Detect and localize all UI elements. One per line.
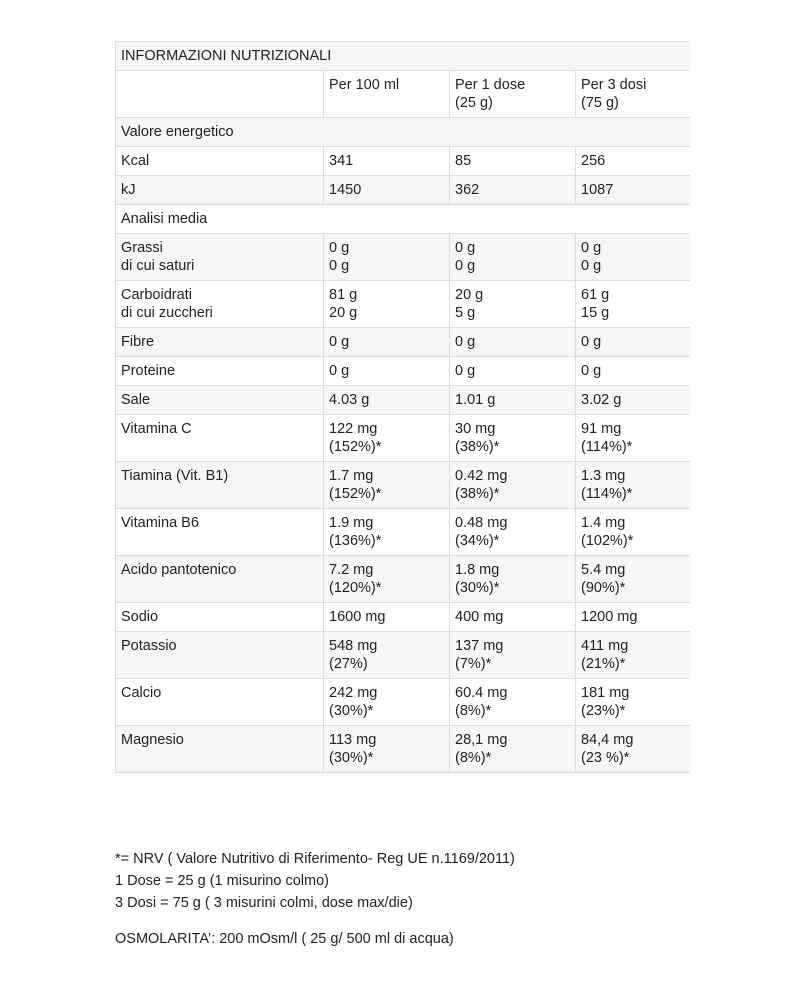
footnote-three-doses: 3 Dosi = 75 g ( 3 misurini colmi, dose max/die) [115,895,413,911]
nutrient-value-cell [450,415,576,462]
nutrient-value: 5.4 mg [581,562,626,578]
nutrient-value: 0 g [329,334,350,350]
table-row [116,147,690,176]
table-row [116,462,690,509]
table-title: INFORMAZIONI NUTRIZIONALI [116,42,690,71]
nutrient-value-cell [450,147,576,176]
nutrient-value: 84,4 mg [581,732,634,748]
nutrient-value-cell [324,176,450,205]
nutrient-value: 4.03 g [329,392,370,408]
nutrient-value: 20 g [329,305,358,321]
nutrient-value-cell [576,726,690,773]
nutrient-value: 60.4 mg [455,685,508,701]
nutrient-value: 0 g [455,334,476,350]
footnote-spacer [115,914,515,928]
section-heading: Analisi media [116,205,690,234]
nutrient-value-cell [324,328,450,357]
table-row [116,726,690,773]
nutrient-value-cell [324,357,450,386]
table-row [116,281,690,328]
nutrient-label [116,281,324,328]
nutrient-value-cell [324,234,450,281]
nutrient-value: 0.42 mg [455,468,508,484]
nutrient-value-cell [324,281,450,328]
nutrient-label [116,462,324,509]
nutrient-value-cell [450,386,576,415]
nutrient-label-line: Sale [121,392,151,408]
nutrient-value: 5 g [455,305,476,321]
nutrient-value: (152%)* [329,486,382,502]
table-row [116,176,690,205]
nutrient-value-cell [450,509,576,556]
nutrient-label [116,386,324,415]
nutrient-value: 181 mg [581,685,630,701]
nutrient-value: (8%)* [455,750,492,766]
nutrient-label-line: Acido pantotenico [121,562,237,578]
nutrient-label [116,147,324,176]
nutrient-label [116,679,324,726]
nutrient-value-cell [450,234,576,281]
nutrient-value-cell [576,509,690,556]
nutrient-label-line: Kcal [121,153,150,169]
nutrient-value: 0 g [329,363,350,379]
nutrient-value: 137 mg [455,638,504,654]
table-row [116,679,690,726]
footnote-osmolarity: OSMOLARITA’: 200 mOsm/l ( 25 g/ 500 ml di acqua) [115,931,454,947]
nutrient-value-cell [324,556,450,603]
nutrient-value: 1.7 mg [329,468,374,484]
nutrient-label-line: Sodio [121,609,159,625]
nutrient-value: (30%)* [329,750,374,766]
nutrition-table [115,41,690,773]
nutrient-label-line: Grassi [121,240,163,256]
nutrient-value: 20 g [455,287,484,303]
nutrient-value-cell [450,328,576,357]
footnote-one-dose: 1 Dose = 25 g (1 misurino colmo) [115,873,329,889]
section-row [116,118,690,147]
nutrient-value: 7.2 mg [329,562,374,578]
nutrient-value-cell [324,603,450,632]
nutrient-label-line: Fibre [121,334,155,350]
nutrient-value-cell [324,415,450,462]
nutrient-label [116,415,324,462]
nutrient-value: (114%)* [581,439,633,455]
table-row [116,632,690,679]
nutrient-value-cell [576,632,690,679]
nutrient-value: (21%)* [581,656,626,672]
nutrient-value: 1.01 g [455,392,496,408]
nutrient-value: 85 [455,153,472,169]
nutrient-label [116,328,324,357]
nutrient-value: (23%)* [581,703,626,719]
table-row [116,234,690,281]
nutrient-value: 256 [581,153,606,169]
nutrient-value: 113 mg [329,732,377,748]
nutrient-value: 1450 [329,182,362,198]
nutrient-value: 242 mg [329,685,378,701]
nutrient-value: 0 g [455,363,476,379]
nutrient-value: 0 g [455,240,476,256]
nutrient-value: 30 mg [455,421,496,437]
table-row [116,556,690,603]
table-row [116,415,690,462]
nutrient-value: (102%)* [581,533,634,549]
nutrient-value: 3.02 g [581,392,622,408]
nutrient-value: (38%)* [455,486,500,502]
nutrient-value-cell [576,328,690,357]
nutrient-label [116,556,324,603]
nutrient-value: 61 g [581,287,610,303]
nutrient-value-cell [450,726,576,773]
header-empty-cell [116,71,324,118]
footnotes [115,848,515,950]
nutrient-value-cell [576,603,690,632]
nutrient-value: 0 g [581,240,602,256]
nutrient-label-line: Tiamina (Vit. B1) [121,468,229,484]
nutrient-value-cell [576,147,690,176]
nutrient-value: (34%)* [455,533,500,549]
nutrient-value: (27%) [329,656,368,672]
nutrient-label [116,176,324,205]
nutrient-value: 400 mg [455,609,504,625]
nutrient-label-line: Vitamina C [121,421,192,437]
section-row [116,205,690,234]
nutrient-value: 1200 mg [581,609,638,625]
section-heading: Valore energetico [116,118,690,147]
nutrient-value-cell [576,556,690,603]
table-row [116,357,690,386]
nutrient-value-cell [576,357,690,386]
table-row [116,328,690,357]
nutrient-label-line: di cui zuccheri [121,305,213,321]
nutrient-value: 1.8 mg [455,562,500,578]
nutrient-value-cell [450,632,576,679]
nutrient-label-line: Potassio [121,638,177,654]
nutrient-label-line: kJ [121,182,136,198]
header-per-100ml: Per 100 ml [324,71,450,118]
nutrient-value: 1.4 mg [581,515,626,531]
nutrient-label [116,632,324,679]
nutrient-value-cell [450,556,576,603]
table-row [116,386,690,415]
nutrient-value: 1.9 mg [329,515,374,531]
nutrient-value-cell [324,462,450,509]
table-row [116,603,690,632]
header-per-3-doses: Per 3 dosi (75 g) [576,71,690,118]
nutrient-value: (152%)* [329,439,382,455]
nutrient-value-cell [324,509,450,556]
nutrient-value-cell [576,462,690,509]
nutrient-label-line: Vitamina B6 [121,515,199,531]
nutrient-value: (30%)* [455,580,500,596]
nutrient-label [116,509,324,556]
nutrient-value: 91 mg [581,421,622,437]
nutrient-label [116,726,324,773]
nutrient-value: (8%)* [455,703,492,719]
nutrient-label [116,603,324,632]
nutrient-value-cell [450,603,576,632]
nutrient-value-cell [450,281,576,328]
nutrient-value: (7%)* [455,656,492,672]
nutrient-value-cell [576,679,690,726]
nutrient-value: (90%)* [581,580,626,596]
nutrient-value: 0 g [329,258,350,274]
nutrient-value: (38%)* [455,439,500,455]
nutrient-label-line: Proteine [121,363,176,379]
nutrient-value-cell [324,679,450,726]
nutrient-value: 1087 [581,182,614,198]
nutrient-value-cell [324,386,450,415]
table-row [116,509,690,556]
nutrient-value: 362 [455,182,480,198]
nutrient-value: 411 mg [581,638,629,654]
nutrient-value: (136%)* [329,533,382,549]
nutrient-value-cell [450,357,576,386]
nutrient-value: 0.48 mg [455,515,508,531]
nutrient-value: 548 mg [329,638,378,654]
nutrient-value-cell [576,176,690,205]
nutrient-label-line: di cui saturi [121,258,195,274]
nutrient-value-cell [324,726,450,773]
nutrient-value-cell [450,176,576,205]
nutrient-value-cell [576,415,690,462]
nutrient-value: 341 [329,153,354,169]
nutrient-value-cell [324,147,450,176]
nutrient-value: 1.3 mg [581,468,626,484]
nutrient-value: (120%)* [329,580,382,596]
header-per-1-dose: Per 1 dose (25 g) [450,71,576,118]
nutrient-value: (114%)* [581,486,633,502]
nutrient-label-line: Calcio [121,685,162,701]
nutrient-value: 0 g [329,240,350,256]
nutrient-label-line: Magnesio [121,732,184,748]
nutrient-label-line: Carboidrati [121,287,192,303]
nutrient-label [116,357,324,386]
nutrient-value-cell [450,462,576,509]
nutrient-value: 0 g [581,258,602,274]
nutrient-value: 15 g [581,305,610,321]
table-title-row [116,42,690,71]
nutrient-value-cell [576,386,690,415]
nutrient-value: (30%)* [329,703,374,719]
nutrient-value-cell [576,281,690,328]
nutrient-value: 0 g [455,258,476,274]
nutrient-value: 0 g [581,363,602,379]
footnote-nrv: *= NRV ( Valore Nutritivo di Riferimento- Reg UE n.1169/2011) [115,851,515,867]
nutrient-value: 122 mg [329,421,378,437]
table-header-row [116,71,690,118]
nutrient-value: 81 g [329,287,358,303]
nutrient-value: 28,1 mg [455,732,508,748]
nutrient-value: 1600 mg [329,609,386,625]
nutrient-value-cell [576,234,690,281]
nutrient-value-cell [324,632,450,679]
nutrient-value: (23 %)* [581,750,630,766]
nutrient-value: 0 g [581,334,602,350]
nutrient-value-cell [450,679,576,726]
nutrient-label [116,234,324,281]
